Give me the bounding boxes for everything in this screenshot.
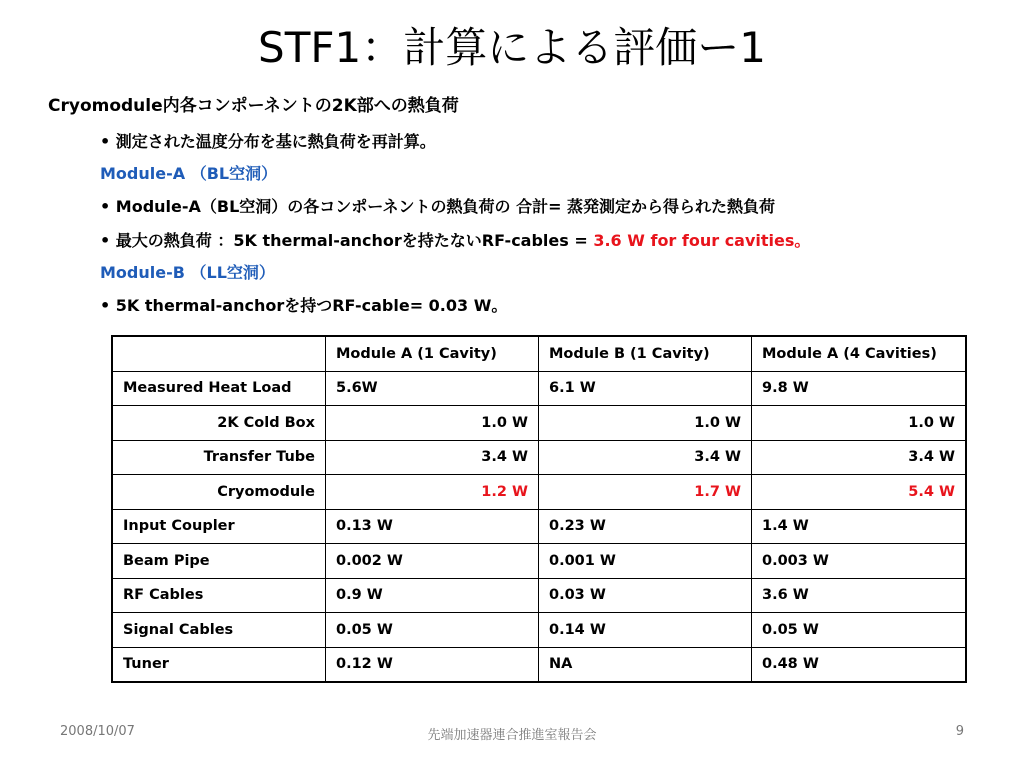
table-row	[112, 509, 966, 544]
table-cell: 0.9 W	[326, 578, 539, 613]
table-cell: 3.4 W	[752, 440, 967, 475]
table-cell: 0.05 W	[326, 613, 539, 648]
table-cell: 1.2 W	[326, 475, 539, 510]
table-cell: 1.0 W	[539, 406, 752, 441]
table-cell: 1.7 W	[539, 475, 752, 510]
table-cell: 0.14 W	[539, 613, 752, 648]
row-label: Signal Cables	[112, 613, 326, 648]
table-cell: 3.4 W	[326, 440, 539, 475]
footer-event: 先端加速器連合推進室報告会	[427, 728, 597, 743]
bullet-module-b-rf-cable: • 5K thermal-anchorを持つRF-cable= 0.03 W。	[100, 296, 508, 315]
table-cell: 3.6 W	[752, 578, 967, 613]
table-cell: 5.4 W	[752, 475, 967, 510]
table-header-row	[112, 336, 966, 371]
table-cell: 6.1 W	[539, 371, 752, 406]
table-row	[112, 544, 966, 579]
table-cell: NA	[539, 647, 752, 682]
table-header-cell	[112, 336, 326, 371]
heat-load-table	[111, 335, 967, 683]
table-cell: 0.003 W	[752, 544, 967, 579]
row-label: Measured Heat Load	[112, 371, 326, 406]
bullet-recalculation: • 測定された温度分布を基に熱負荷を再計算。	[100, 132, 436, 151]
table-cell: 1.0 W	[326, 406, 539, 441]
table-row	[112, 613, 966, 648]
table-header-cell: Module A (4 Cavities)	[752, 336, 967, 371]
subheading-module-b: Module-B （LL空洞）	[100, 263, 275, 282]
table-row	[112, 371, 966, 406]
row-label: Beam Pipe	[112, 544, 326, 579]
row-label: 2K Cold Box	[112, 406, 326, 441]
table-cell: 3.4 W	[539, 440, 752, 475]
section-heading: Cryomodule内各コンポーネントの2K部への熱負荷	[48, 96, 459, 116]
row-label: Transfer Tube	[112, 440, 326, 475]
table-cell: 0.12 W	[326, 647, 539, 682]
table-row	[112, 578, 966, 613]
table-row	[112, 440, 966, 475]
footer-date: 2008/10/07	[60, 724, 135, 739]
table-cell: 0.002 W	[326, 544, 539, 579]
subheading-module-a: Module-A （BL空洞）	[100, 164, 278, 183]
row-label: Tuner	[112, 647, 326, 682]
table-cell: 1.4 W	[752, 509, 967, 544]
slide-title: STF1：計算による評価ー1	[258, 23, 766, 72]
table-body	[112, 371, 966, 682]
slide-body	[0, 0, 1024, 330]
table-row	[112, 406, 966, 441]
slide-number: 9	[955, 724, 964, 739]
max-heat-load-period: 。	[794, 231, 811, 250]
table-cell: 0.001 W	[539, 544, 752, 579]
table-cell: 0.23 W	[539, 509, 752, 544]
table-cell: 9.8 W	[752, 371, 967, 406]
row-label: RF Cables	[112, 578, 326, 613]
bullet-max-heat-load	[100, 230, 810, 252]
table-cell: 1.0 W	[752, 406, 967, 441]
table-row	[112, 475, 966, 510]
max-heat-load-text: • 最大の熱負荷 ：5K thermal-anchorを持たないRF-cables =	[100, 231, 594, 250]
row-label: Cryomodule	[112, 475, 326, 510]
table-header-cell: Module A (1 Cavity)	[326, 336, 539, 371]
table-row	[112, 647, 966, 682]
table-cell: 0.48 W	[752, 647, 967, 682]
table-cell: 0.03 W	[539, 578, 752, 613]
table-header-cell: Module B (1 Cavity)	[539, 336, 752, 371]
max-heat-load-value: 3.6 W for four cavities	[593, 231, 795, 250]
table-cell: 5.6W	[326, 371, 539, 406]
row-label: Input Coupler	[112, 509, 326, 544]
table-cell: 0.13 W	[326, 509, 539, 544]
table-cell: 0.05 W	[752, 613, 967, 648]
bullet-module-a-sum: • Module-A（BL空洞）の各コンポーネントの熱負荷の 合計= 蒸発測定から得られた熱負荷	[100, 197, 776, 216]
